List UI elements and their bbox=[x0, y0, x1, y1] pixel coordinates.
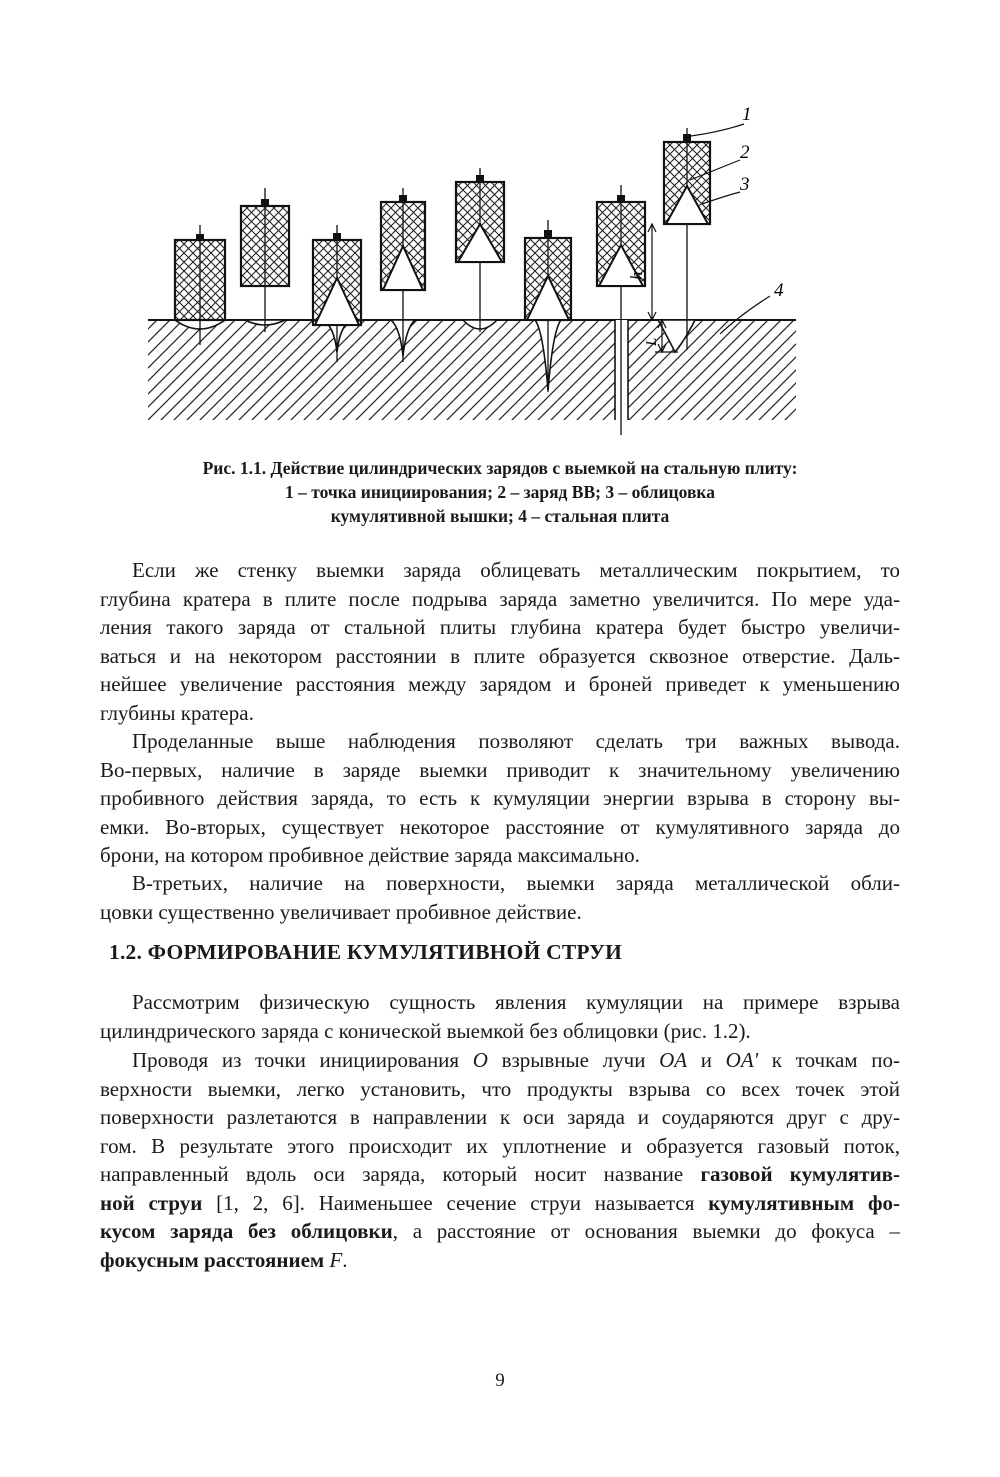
label-2: 2 bbox=[740, 142, 750, 163]
paragraph-2: Проделанные выше наблюдения позволяют сделать три важных вывода. Во-первых, наличие в заряде выемки приводит к значительному увеличению пробивного действия заряда, то есть к кумуляции энергии взрыва в сторону вы- емки. Во-вторых, существует некоторое расстояние от кумулятивного заряда до брони, на котором пробивное действие заряда максимально. bbox=[100, 729, 900, 867]
page-number: 9 bbox=[495, 1370, 505, 1391]
section-heading: 1.2. ФОРМИРОВАНИЕ КУМУЛЯТИВНОЙ СТРУИ bbox=[109, 940, 623, 964]
paragraph-1: Если же стенку выемки заряда облицевать металлическим покрытием, то глубина кратера в плите после подрыва заряда заметно увеличится. По мере уда- ления такого заряда от стальной плиты глубина кратера будет быстро увеличи- ваться и на некотором расстоянии в плите образуется сквозное отверстие. Даль- нейшее увеличение расстояния между зарядом и броней приведет к уменьшению глубины кратера. bbox=[100, 558, 900, 725]
label-3: 3 bbox=[740, 174, 750, 195]
charge-8 bbox=[664, 128, 710, 350]
paragraph-4: Рассмотрим физическую сущность явления кумуляции на примере взрыва цилиндрического заряда с конической выемкой без облицовки (рис. 1.2). bbox=[100, 990, 900, 1043]
caption-line: кумулятивной вышки; 4 – стальная плита bbox=[330, 506, 670, 526]
charge-5 bbox=[456, 168, 504, 332]
charge-2 bbox=[241, 188, 289, 332]
svg-text:h: h bbox=[627, 271, 646, 280]
label-4: 4 bbox=[774, 280, 784, 301]
caption-line: Рис. 1.1. Действие цилиндрических зарядов с выемкой на стальную плиту: bbox=[202, 458, 798, 478]
figure-caption bbox=[100, 456, 900, 528]
label-1: 1 bbox=[742, 104, 752, 125]
paragraph-5: Проводя из точки инициирования O взрывные лучи OA и OA' к точкам по- верхности выемки, легко установить, что продукты взрыва со всех точек этой поверхности разлетаются в направлении к оси заряда и соударяются друг с дру- гом. В результате этого происходит их уплотнение и образуется газовый поток, направленный вдоль оси заряда, который носит название газовой кумулятив- ной струи [1, 2, 6]. Наименьшее сечение струи называется кумулятивным фо- кусом заряда без облицовки, а расстояние от основания выемки до фокуса – фокусным расстоянием F. bbox=[100, 1048, 901, 1272]
paragraph-3: В-третьих, наличие на поверхности, выемки заряда металлической обли- цовки существенно увеличивает пробивное действие. bbox=[100, 871, 900, 924]
steel-plate bbox=[148, 320, 796, 420]
charges-figure bbox=[130, 100, 810, 445]
svg-text:L: L bbox=[644, 337, 660, 346]
caption-line: 1 – точка инициирования; 2 – заряд ВВ; 3 – облицовка bbox=[285, 482, 715, 502]
